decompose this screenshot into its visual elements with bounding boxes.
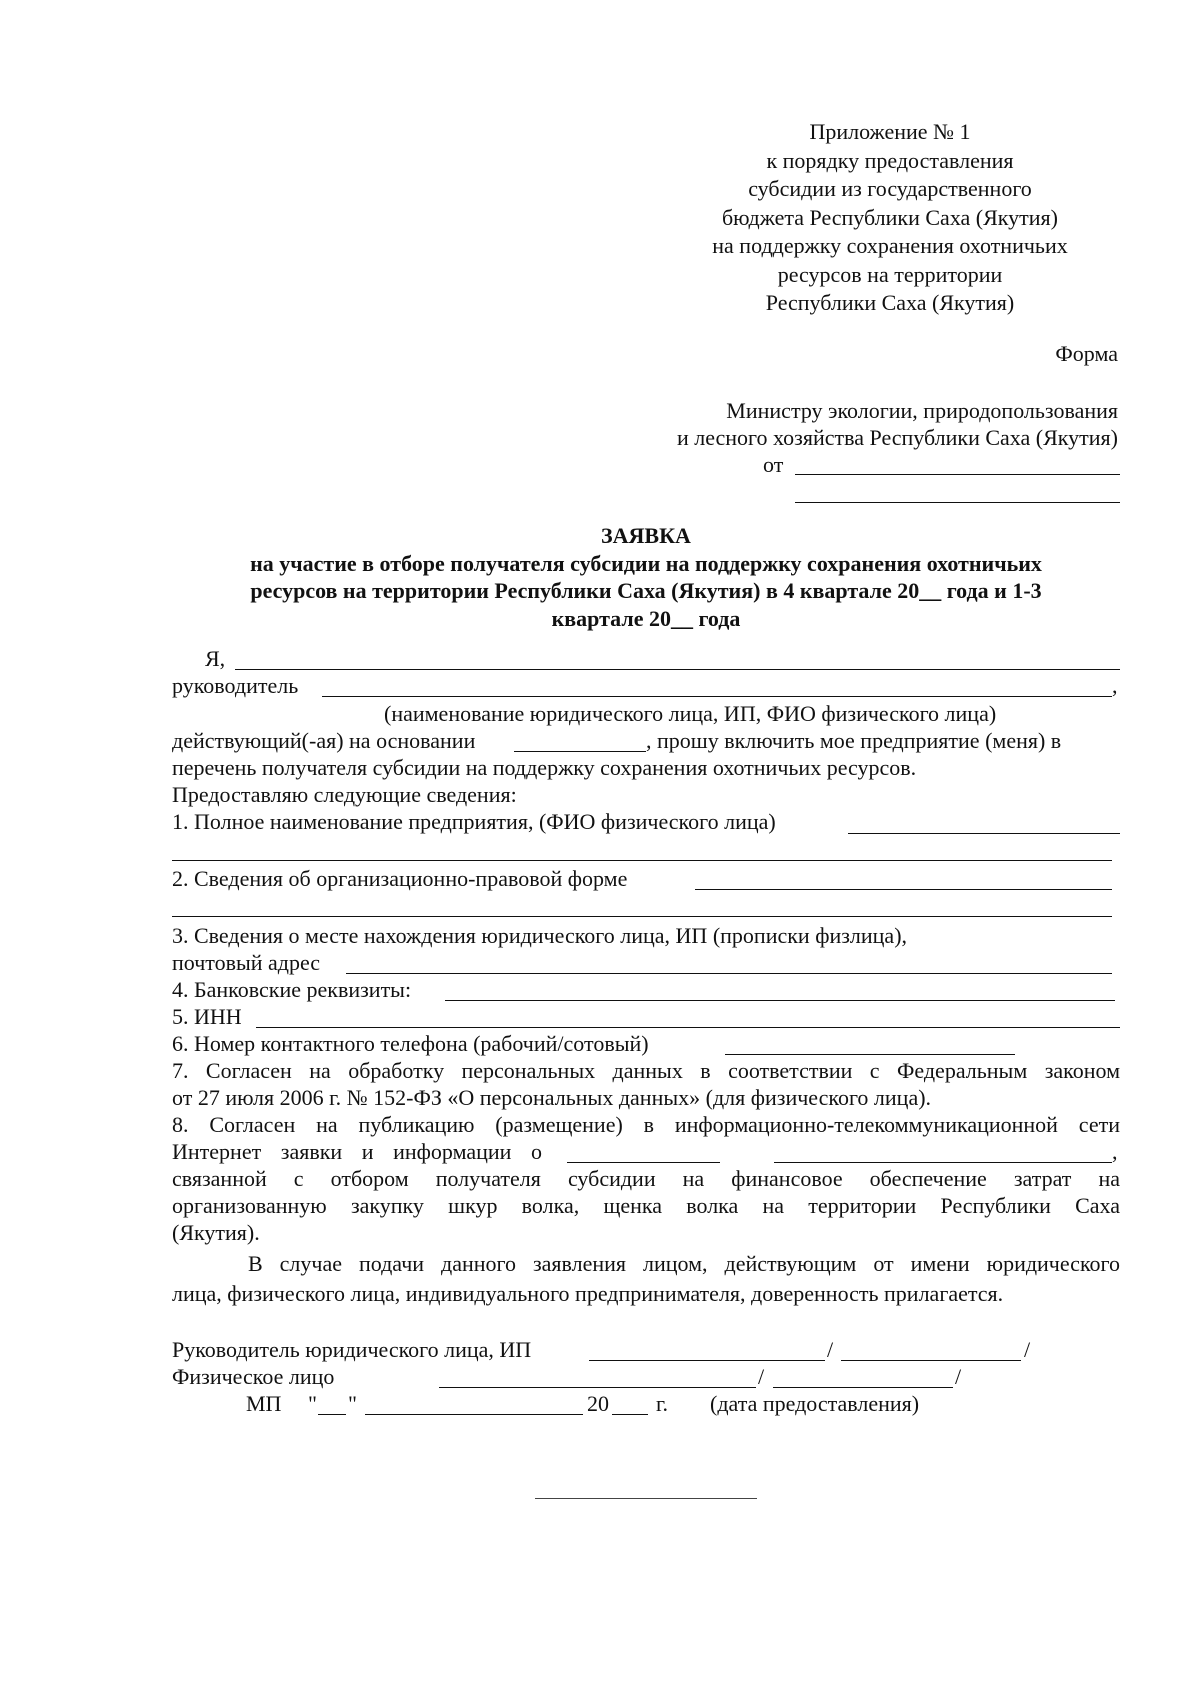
item-2-label: 2. Сведения об организационно-правовой форме: [172, 866, 628, 891]
slash: /: [827, 1337, 834, 1362]
item-1-field-line[interactable]: [848, 833, 1120, 834]
title-line-3: квартале 20__ года: [551, 606, 741, 631]
item-7-line-2: от 27 июля 2006 г. № 152-ФЗ «О персональных данных» (для физического лица).: [172, 1085, 932, 1110]
appendix-line: ресурсов на территории: [777, 261, 1003, 287]
item-6-label: 6. Номер контактного телефона (рабочий/сотовый): [172, 1031, 649, 1056]
head-signature-line[interactable]: [589, 1360, 825, 1361]
postal-field-line[interactable]: [346, 973, 1112, 974]
appendix-line: Республики Саха (Якутия): [765, 290, 1015, 315]
attorney-line-1: В случае подачи данного заявления лицом, действующим от имени юридического: [248, 1251, 1120, 1276]
item-8-line-2: Интернет заявки и информации о: [172, 1139, 542, 1164]
item-2-field-line[interactable]: [695, 889, 1112, 890]
basis-label: действующий(-ая) на основании: [172, 728, 476, 753]
inn-field-line[interactable]: [256, 1027, 1120, 1028]
attorney-line-2: лица, физического лица, индивидуального предпринимателя, доверенность прилагается.: [172, 1281, 1004, 1306]
slash: /: [955, 1364, 962, 1389]
item-8-line-3: связанной с отбором получателя субсидии на финансовое обеспечение затрат на: [172, 1166, 1120, 1191]
item-5-label: 5. ИНН: [172, 1004, 242, 1029]
slash: /: [758, 1364, 765, 1389]
item-7-line-1: 7. Согласен на обработку персональных данных в соответствии с Федеральным законом: [172, 1058, 1120, 1083]
appendix-line: Приложение № 1: [809, 119, 971, 144]
item-8-line-4: организованную закупку шкур волка, щенка волка на территории Республики Саха: [172, 1193, 1120, 1218]
year-prefix: 20: [587, 1391, 609, 1416]
organization-caption: (наименование юридического лица, ИП, ФИО физического лица): [384, 701, 997, 726]
quote-open: ": [308, 1391, 317, 1416]
appendix-line: на поддержку сохранения охотничьих: [712, 233, 1068, 258]
individual-signature-line[interactable]: [439, 1387, 756, 1388]
individual-signature-label: Физическое лицо: [172, 1364, 335, 1389]
basis-field-line[interactable]: [514, 751, 646, 752]
addressee-line-2: и лесного хозяйства Республики Саха (Якутия): [676, 425, 1118, 450]
item-4-label: 4. Банковские реквизиты:: [172, 977, 412, 1002]
from-field-line-2[interactable]: [795, 502, 1120, 503]
quote-close: ": [348, 1391, 357, 1416]
i-label: Я,: [205, 646, 226, 671]
head-label: руководитель: [172, 673, 299, 698]
basis-request-text: , прошу включить мое предприятие (меня) в: [646, 728, 1062, 753]
appendix-line: субсидии из государственного: [748, 176, 1032, 201]
head-name-line[interactable]: [841, 1360, 1021, 1361]
from-field-line-1[interactable]: [795, 474, 1120, 475]
item-2-field-line-2[interactable]: [172, 916, 1112, 917]
item-1-label: 1. Полное наименование предприятия, (ФИО физического лица): [172, 809, 776, 834]
item-1-field-line-2[interactable]: [172, 860, 1112, 861]
head-signature-label: Руководитель юридического лица, ИП: [172, 1337, 532, 1362]
individual-name-line[interactable]: [773, 1387, 953, 1388]
appendix-block: [640, 118, 1140, 318]
provide-text: Предоставляю следующие сведения:: [172, 782, 517, 807]
stamp-label: МП: [246, 1391, 282, 1416]
addressee-line-1: Министру экологии, природопользования: [726, 398, 1118, 423]
closing-divider: [535, 1498, 757, 1499]
appendix-line: к порядку предоставления: [766, 147, 1014, 173]
year-field-line[interactable]: [612, 1414, 648, 1415]
bank-field-line[interactable]: [445, 1000, 1115, 1001]
publication-field-line-2[interactable]: [774, 1162, 1112, 1163]
postal-label: почтовый адрес: [172, 950, 321, 975]
list-text: перечень получателя субсидии на поддержку сохранения охотничьих ресурсов.: [172, 755, 917, 780]
item-3-label: 3. Сведения о месте нахождения юридического лица, ИП (прописки физлица),: [172, 923, 908, 948]
item-8-line-1: 8. Согласен на публикацию (размещение) в информационно-телекоммуникационной сети: [172, 1112, 1120, 1137]
form-label: Форма: [1055, 341, 1118, 366]
date-note: (дата предоставления): [710, 1391, 920, 1416]
organization-field-line[interactable]: [322, 696, 1112, 697]
from-label: от: [763, 452, 784, 477]
item-8-line-5: (Якутия).: [172, 1220, 260, 1245]
document-title: ЗАЯВКА: [601, 523, 691, 548]
comma: ,: [1112, 1139, 1118, 1164]
title-line-1: на участие в отборе получателя субсидии на поддержку сохранения охотничьих: [250, 551, 1042, 576]
phone-field-line[interactable]: [725, 1054, 1015, 1055]
comma: ,: [1112, 673, 1118, 698]
slash: /: [1024, 1337, 1031, 1362]
title-line-2: ресурсов на территории Республики Саха (Якутия) в 4 квартале 20__ года и 1-3: [250, 578, 1042, 603]
year-suffix: г.: [656, 1391, 669, 1416]
name-field-line[interactable]: [235, 669, 1120, 670]
appendix-line: бюджета Республики Саха (Якутия): [721, 204, 1058, 230]
month-field-line[interactable]: [365, 1414, 583, 1415]
day-field-line[interactable]: [318, 1414, 346, 1415]
publication-field-line-1[interactable]: [567, 1162, 720, 1163]
